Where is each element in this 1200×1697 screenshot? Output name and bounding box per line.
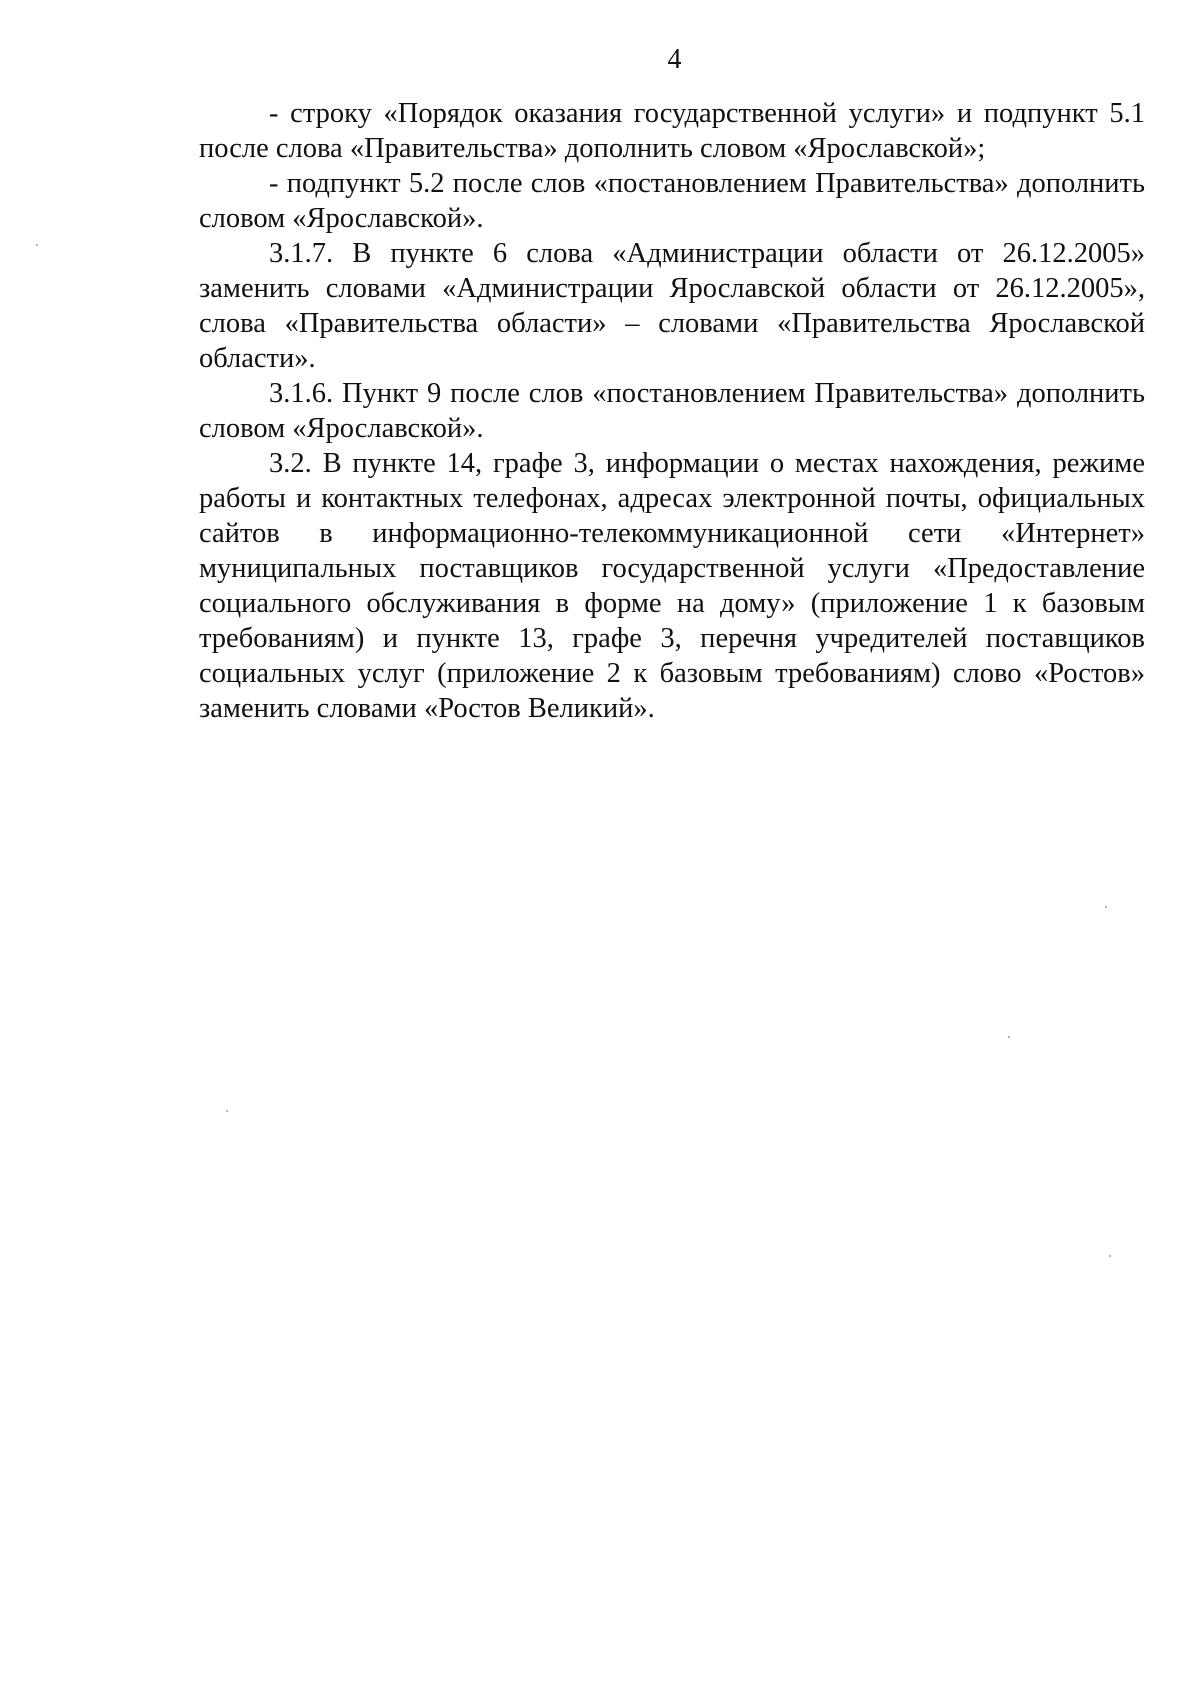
scan-speck — [226, 1110, 228, 1112]
scan-speck — [36, 244, 38, 246]
paragraph-3-2: 3.2. В пункте 14, графе 3, информации о местах нахождения, режиме работы и контактных телефонах, адресах электронной почты, официальных сайтов в информационно-телекоммуникационной сети «Интернет» муниципальных поставщиков государственной услуги «Предоставление социального обслуживания в форме на дому» (приложение 1 к базовым требованиям) и пункте 13, графе 3, перечня учредителей поставщиков социальных услуг (приложение 2 к базовым требованиям) слово «Ростов» заменить словами «Ростов Великий». — [199, 448, 1145, 724]
document-body — [199, 96, 1145, 726]
scan-speck — [1105, 906, 1107, 908]
paragraph-subitem-5-2: - подпункт 5.2 после слов «постановлением Правительства» дополнить словом «Ярославской». — [199, 168, 1145, 234]
paragraph-3-1-6: 3.1.6. Пункт 9 после слов «постановлением Правительства» дополнить словом «Ярославской». — [199, 378, 1145, 444]
paragraph-3-1-7: 3.1.7. В пункте 6 слова «Администрации области от 26.12.2005» заменить словами «Администрации Ярославской области от 26.12.2005», слова «Правительства области» – словами «Правительства Ярославской области». — [199, 238, 1145, 374]
page-number: 4 — [667, 44, 682, 75]
scan-speck — [1109, 1255, 1111, 1257]
paragraph-line-order: - строку «Порядок оказания государственной услуги» и подпункт 5.1 после слова «Правительства» дополнить словом «Ярославской»; — [199, 98, 1145, 164]
scan-speck — [1008, 1036, 1010, 1038]
